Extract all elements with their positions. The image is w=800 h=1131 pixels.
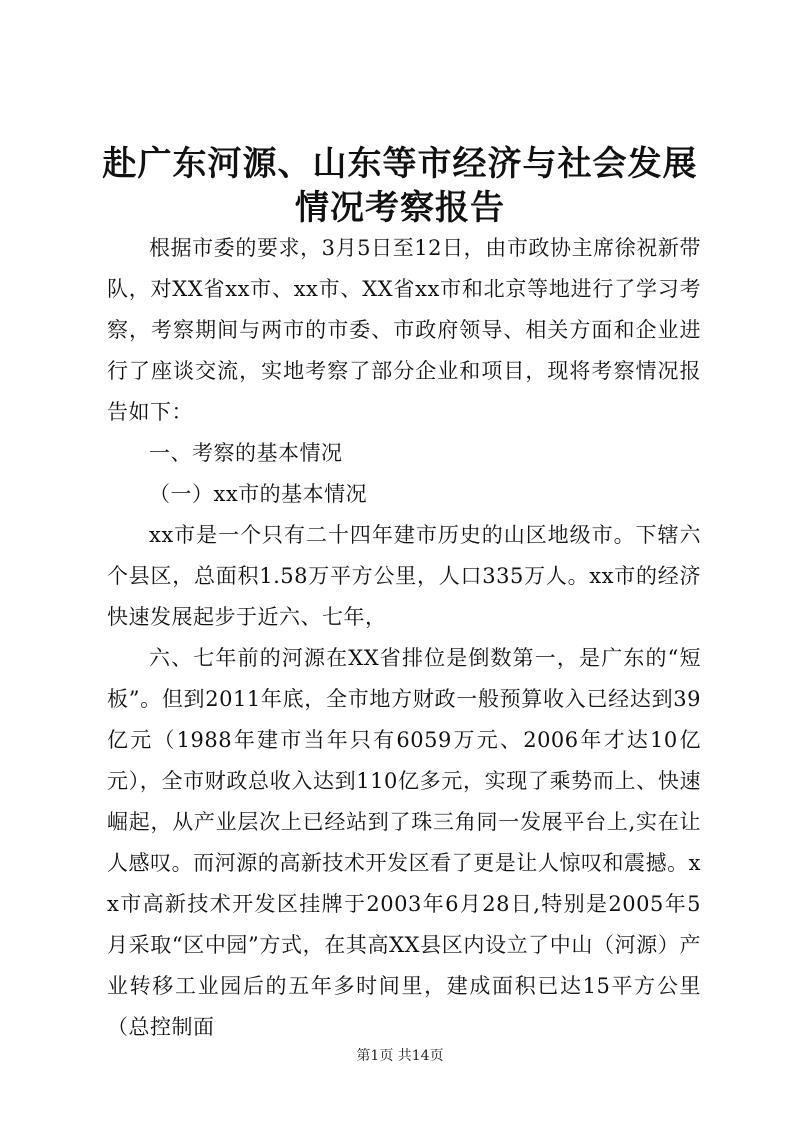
subsection-heading-city-basic-situation: （一）xx市的基本情况	[149, 482, 368, 506]
paragraph-intro: 根据市委的要求，3月5日至12日，由市政协主席徐祝新带队，对XX省xx市、xx市、XX省xx市和北京等地进行了学习考察，考察期间与两市的市委、市政府领导、相关方面和企业进行了座谈交流，实地考察了部分企业和项目，现将考察情况报告如下：	[107, 236, 701, 424]
paragraph-city-overview: xx市是一个只有二十四年建市历史的山区地级市。下辖六个县区，总面积1.58万平方公里，人口335万人。xx市的经济快速发展起步于近六、七年，	[107, 523, 701, 629]
page-number-footer: 第1页 共14页	[356, 1048, 444, 1064]
paragraph-development-details: 六、七年前的河源在XX省排位是倒数第一，是广东的“短板”。但到2011年底，全市地方财政一般预算收入已经达到39亿元（1988年建市当年只有6059万元、2006年才达10亿元），全市财政总收入达到110亿多元，实现了乘势而上、快速崛起，从产业层次上已经站到了珠三角同一发展平台上,实在让人感叹。而河源的高新技术开发区看了更是让人惊叹和震撼。xx市高新技术开发区挂牌于2003年6月28日,特别是2005年5月采取“区中园”方式，在其高XX县区内设立了中山（河源）产业转移工业园后的五年多时间里，建成面积已达15平方公里（总控制面	[107, 646, 701, 1039]
document-title: 赴广东河源、山东等市经济与社会发展情况考察报告	[102, 144, 698, 228]
document-body	[107, 228, 701, 1048]
section-heading-basic-situation: 一、考察的基本情况	[149, 441, 343, 465]
